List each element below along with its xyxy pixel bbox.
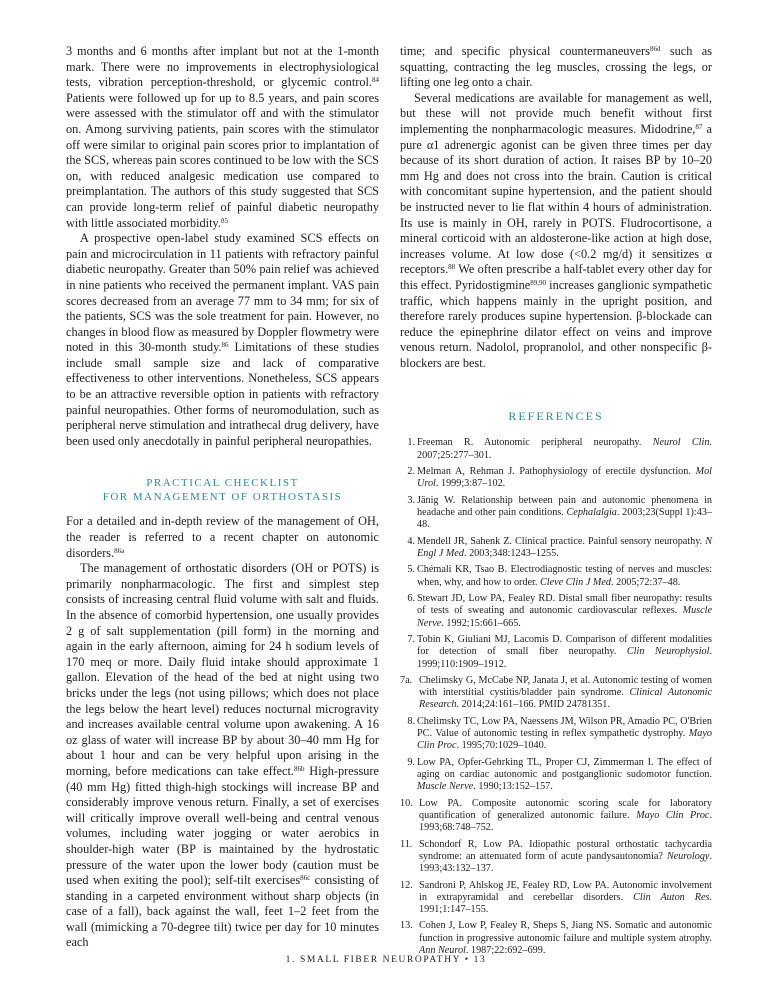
- paragraph-review-reference: For a detailed and in-depth review of the management of OH, the reader is referred to a recent chapter on autonomic disorders.$^{86a}$: [66, 514, 379, 560]
- reference-number: 11.: [400, 838, 413, 850]
- page-footer: 1. SMALL FIBER NEUROPATHY • 13: [285, 955, 487, 965]
- reference-number: 2.: [407, 466, 415, 478]
- reference-journal: Neurol Clin: [652, 437, 710, 449]
- citation: 89,90: [530, 278, 546, 287]
- reference-authors-title: Schondorf R, Low PA. Idiopathic postural orthostatic tachycardia syndrome: an attenuated form of acute pandysautonomia?: [419, 838, 712, 862]
- reference-authors-title: Jänig W. Relationship between pain and autonomic phenomena in headache and other pain conditions.: [417, 494, 712, 519]
- reference-item: [400, 757, 712, 794]
- reference-number: 12.: [400, 879, 413, 891]
- reference-authors-title: Freeman R. Autonomic peripheral neuropathy.: [417, 437, 653, 449]
- paragraph-scs-prospective: A prospective open-label study examined SCS effects on pain and microcirculation in 11 patients with refractory painful diabetic neuropathy. Greater than 50% pain relief was achieved in nine patients who received the permanent implant. VAS pain scores decreased from an average 77 mm to 34 mm; for six of the patients, SCS was the sole treatment for pain. However, no changes in blood flow as measured by Doppler flowmetry were noted in this 30-month study.$^{86}$ Limitations of these studies include small sample size and lack of comparative effectiveness to other interventions. Nonetheless, SCS appears to be an attractive reversible option in patients with refractory painful neuropathies. Other forms of neuromodulation, such as peripheral nerve stimulation and intrathecal drug delivery, have been used only anecdotally in painful peripheral neuropathies.: [66, 231, 379, 448]
- reference-item: [400, 716, 712, 753]
- citation: 86b: [294, 764, 305, 773]
- reference-details: . 2007;25:277–301.: [417, 437, 712, 461]
- reference-number: 4.: [407, 535, 415, 547]
- reference-item: [400, 437, 712, 461]
- paragraph-scs-long-term: 3 months and 6 months after implant but not at the 1-month mark. There were no improvements in electrophysiological tests, vibration perception-threshold, or glycemic control.$^{84}$ Patients were followed up for up to 8.5 years, and pain scores were assessed with the stimulator off and with the stimulator on. Among surviving patients, pain scores with the stimulator off were similar to original pain scores prior to implantation of the SCS, whereas pain scores continued to be low with the SCS on, with reduced analgesic medication use compared to preimplantation. The authors of this study suggested that SCS can provide long-term relief of painful diabetic neuropathy with little associated morbidity.$^{85}$: [66, 44, 379, 230]
- heading-line: FOR MANAGEMENT OF ORTHOSTASIS: [102, 491, 343, 504]
- reference-journal: Mayo Clin Proc: [417, 728, 712, 752]
- reference-authors-title: Cohen J, Low P, Fealey R, Sheps S, Jiang NS. Somatic and autonomic function in progressive autonomic failure and multiple system atrophy.: [419, 920, 712, 944]
- reference-details: . 2003;23(Suppl 1):43–48.: [417, 507, 712, 531]
- reference-journal: Clin Auton Res: [633, 891, 710, 903]
- reference-number: 13.: [400, 920, 413, 932]
- citation: 86d: [649, 45, 661, 53]
- reference-authors-title: Sandroni P, Ahlskog JE, Fealey RD, Low PA. Autonomic involvement in extrapyramidal and cerebellar disorders.: [419, 879, 712, 903]
- left-column: [66, 44, 379, 951]
- reference-journal: Neurology: [666, 850, 710, 862]
- reference-item: [400, 675, 712, 712]
- citation: 88: [448, 263, 456, 272]
- reference-item: [400, 466, 712, 490]
- reference-details: . 2014;24:161–166. PMID 24781351.: [456, 699, 610, 711]
- reference-authors-title: Chémali KR, Tsao B. Electrodiagnostic testing of nerves and muscles: when, why, and how to order.: [417, 564, 712, 588]
- reference-item: [400, 798, 712, 835]
- reference-authors-title: Chelimsky G, McCabe NP, Janata J, et al. Autonomic testing of women with interstitial cystitis/bladder pain syndrome.: [419, 675, 712, 699]
- reference-journal: Clin Neurophysiol: [626, 646, 710, 658]
- reference-number: 6.: [407, 593, 415, 605]
- reference-details: . 1999;110:1909–1912.: [417, 646, 712, 670]
- reference-details: . 1995;70:1029–1040.: [456, 740, 547, 752]
- citation: 84: [372, 76, 379, 85]
- reference-number: 9.: [407, 756, 415, 768]
- reference-item: [400, 920, 712, 957]
- reference-details: . 1993;68:748–752.: [419, 809, 712, 834]
- section-heading-checklist: [66, 476, 379, 504]
- reference-number: 8.: [407, 715, 415, 727]
- reference-number: 3.: [407, 494, 415, 506]
- reference-item: [400, 536, 712, 560]
- reference-item: [400, 634, 712, 671]
- reference-journal: Cephalalgia: [566, 507, 617, 519]
- reference-journal: Muscle Nerve: [417, 781, 474, 793]
- citation: 87: [695, 122, 703, 131]
- section-heading-references: REFERENCES: [508, 409, 604, 424]
- reference-authors-title: Melman A, Rehman J. Pathophysiology of erectile dysfunction.: [417, 466, 696, 478]
- reference-details: . 1992;15:661–665.: [441, 617, 521, 629]
- reference-number: 7.: [407, 634, 415, 646]
- reference-journal: Mayo Clin Proc: [636, 809, 710, 821]
- reference-authors-title: Chelimsky TC, Low PA, Naessens JM, Wilson PR, Amadio PC, O'Brien PC. Value of autonomic testing in reflex sympathetic dystrophy.: [417, 715, 712, 740]
- reference-number: 7a.: [400, 675, 413, 686]
- reference-list: [400, 437, 712, 957]
- right-column: [400, 44, 712, 961]
- reference-journal: Ann Neurol: [419, 944, 466, 956]
- citation: 85: [220, 216, 228, 225]
- reference-item: [400, 564, 712, 588]
- reference-item: [400, 593, 712, 630]
- reference-journal: Muscle Nerve: [417, 605, 712, 629]
- reference-authors-title: Mendell JR, Sahenk Z. Clinical practice. Painful sensory neuropathy.: [417, 535, 706, 547]
- reference-authors-title: Tobin K, Giuliani MJ, Lacomis D. Comparison of different modalities for detection of small fiber neuropathy.: [417, 634, 712, 658]
- citation: 86: [221, 341, 229, 350]
- reference-number: 1.: [407, 437, 415, 449]
- paragraph-orthostatic-management: The management of orthostatic disorders (OH or POTS) is primarily nonpharmacologic. The first and simplest step consists of increasing central fluid volume with salt and fluids. In the absence of comorbid hypertension, one usually provides 2 g of salt supplementation (pill form) in the morning and again in the early afternoon, aiming for 24 h sodium levels of 170 meq or more. Daily fluid intake should approximate 1 gallon. Elevation of the head of the bed at night using two bricks under the legs (not using pillows; which does not place the legs below the heart level) reduces nocturnal microgravity and increases available central volume upon awakening. A 16 oz glass of water will increase BP by about 30–40 mm Hg for about 1 hour and can be very helpful upon arising in the morning, before medications can take effect.$^{86b}$ High-pressure (40 mm Hg) fitted thigh-high stockings will increase BP and considerably improve venous return. Finally, a set of exercises will critically improve overall well-being and central venous volumes, including water jogging or water aerobics in shoulder-high water (BP is maintained by the hydrostatic pressure of the water upon the lower body (caution must be used when exiting the pool); self-tilt exercises$^{86c}$ consisting of standing in a carpeted environment without sharp objects (in case of a fall), back against the wall, feet 1–2 feet from the wall (mimicking a 70-degree tilt) twice per day for 10 minutes each: [66, 561, 379, 950]
- reference-item: [400, 880, 712, 917]
- reference-details: . 1993;43:132–137.: [419, 850, 712, 875]
- reference-journal: N Engl J Med: [417, 535, 712, 559]
- reference-details: . 1991;1:147–155.: [419, 891, 712, 915]
- reference-journal: Mol Urol: [417, 466, 712, 490]
- reference-authors-title: Low PA. Composite autonomic scoring scale for laboratory quantification of generalized autonomic failure.: [419, 797, 712, 821]
- reference-journal: Clinical Autonomic Research: [419, 687, 712, 711]
- reference-details: . 1987;22:692–699.: [465, 944, 546, 956]
- reference-details: . 1990;13:152–157.: [473, 781, 553, 793]
- reference-item: [400, 839, 712, 876]
- reference-item: [400, 495, 712, 532]
- heading-line: PRACTICAL CHECKLIST: [146, 477, 299, 490]
- reference-details: . 1999;3:87–102.: [435, 478, 506, 490]
- reference-details: . 2005;72:37–48.: [611, 576, 681, 588]
- citation: 86c: [300, 874, 311, 883]
- paragraph-countermaneuvers: time; and specific physical countermaneuvers$^{86d}$ such as squatting, contracting the leg muscles, crossing the legs, or lifting one leg onto a chair.: [400, 44, 712, 90]
- reference-details: . 2003;348:1243–1255.: [463, 547, 559, 559]
- citation: 86a: [114, 546, 125, 555]
- paragraph-medications: Several medications are available for management as well, but these will not provide much benefit without first implementing the nonpharmacologic measures. Midodrine,$^{87}$ a pure α1 adrenergic agonist can be given three times per day because of its short duration of action. It raises BP by 10–20 mm Hg and does not cross into the brain. Caution is critical with concomitant supine hypertension, and the patient should be instructed never to lie flat within 4 hours of administration. Its use is mainly in OH, rarely in POTS. Fludrocortisone, a mineral corticoid with an aldosterone-like action at high dose, increases volume. At low dose (<0.2 mg/d) it sensitizes α receptors.$^{88}$ We often prescribe a half-tablet every other day for this effect. Pyridostigmine$^{89,90}$ increases ganglionic sympathetic traffic, which happens mainly in the upright position, and therefore rarely produces supine hypertension. β-blockade can reduce the epinephrine dilator effect on veins and improve venous return. Nadolol, propranolol, and other nonspecific β-blockers are best.: [400, 90, 712, 370]
- reference-authors-title: Stewart JD, Low PA, Fealey RD. Distal small fiber neuropathy: results of tests of sweating and autonomic cardiovascular reflexes.: [417, 593, 712, 617]
- reference-journal: Cleve Clin J Med: [539, 576, 611, 588]
- reference-number: 10.: [400, 797, 413, 809]
- reference-number: 5.: [407, 564, 415, 576]
- reference-authors-title: Low PA, Opfer-Gehrking TL, Proper CJ, Zimmerman I. The effect of aging on cardiac autonomic and postganglionic sudomotor function.: [417, 756, 712, 781]
